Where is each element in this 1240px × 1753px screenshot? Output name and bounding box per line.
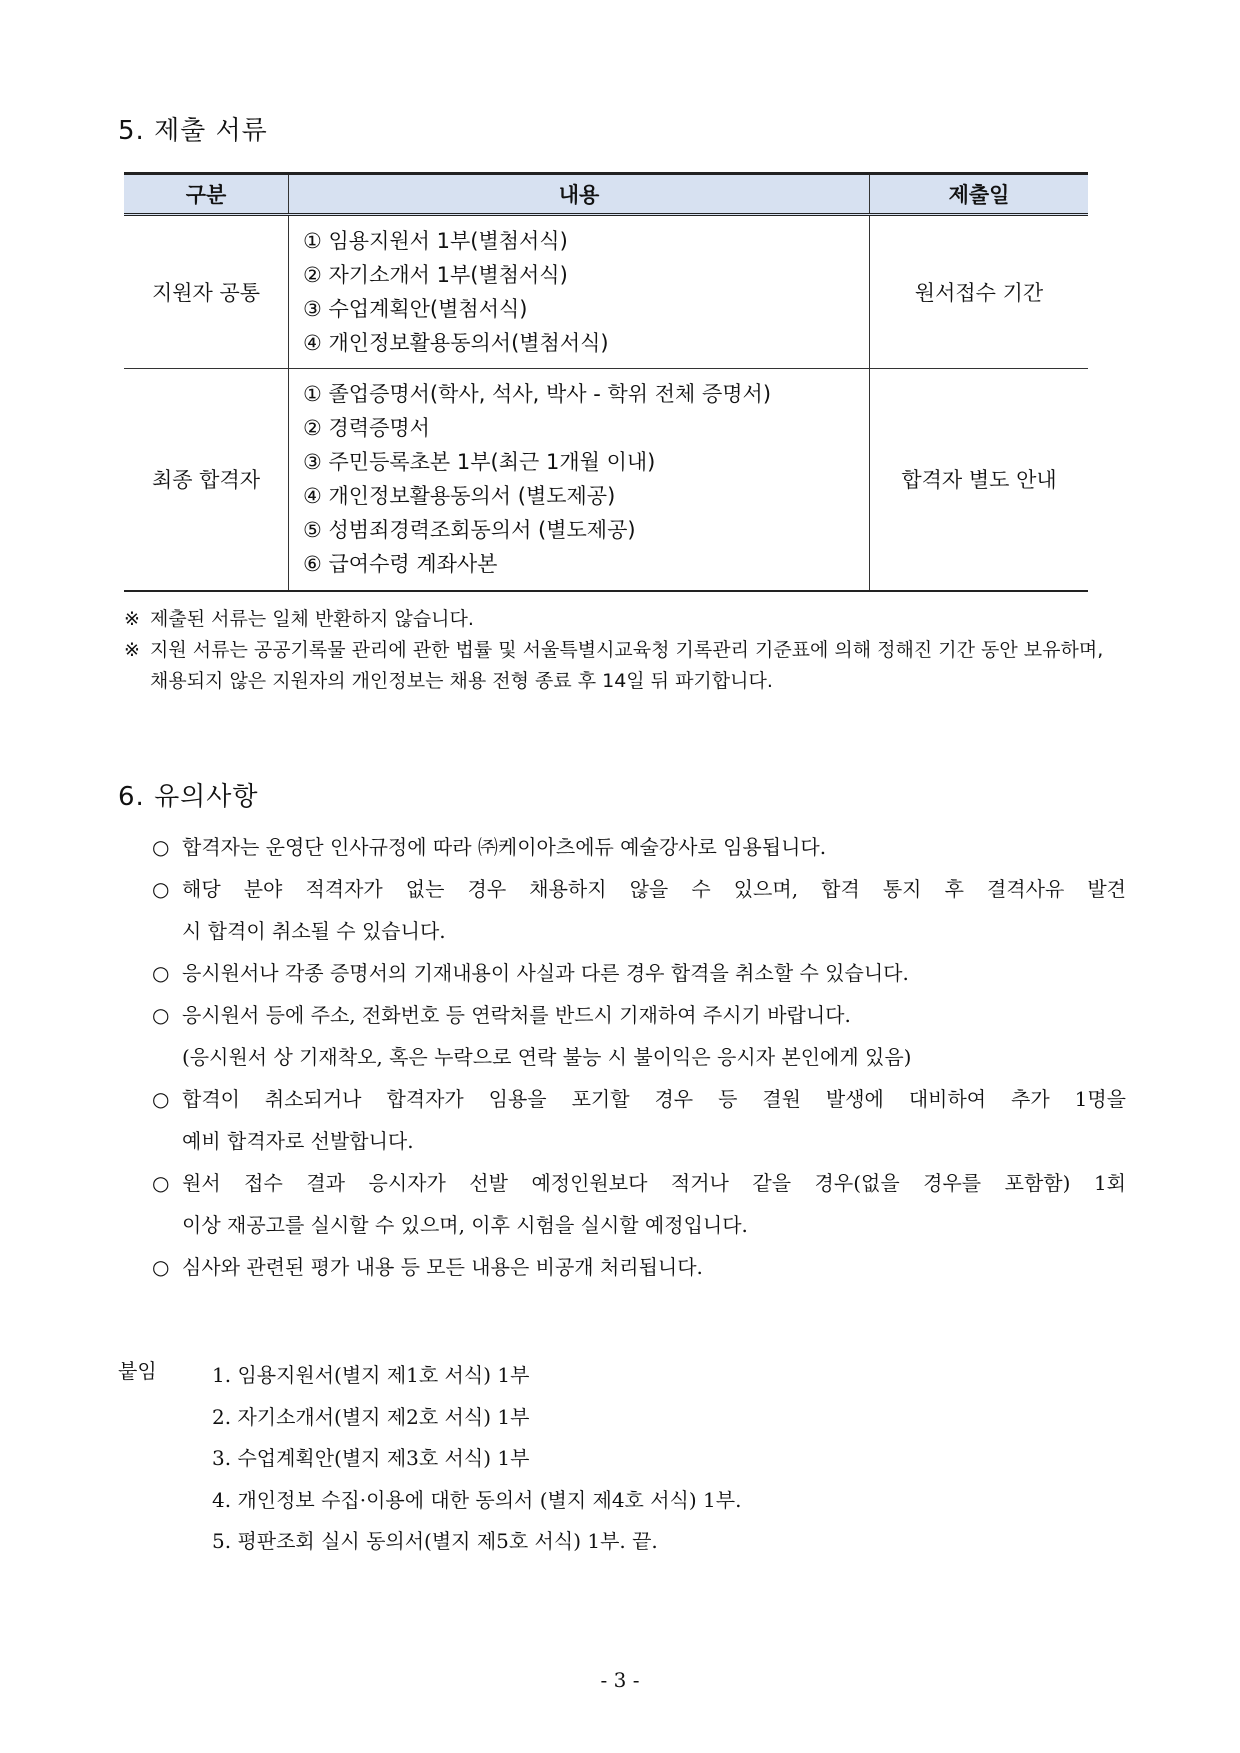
attachment-item: 4. 개인정보 수집·이용에 대한 동의서 (별지 제4호 서식) 1부. bbox=[212, 1487, 742, 1512]
row-category: 지원자 공통 bbox=[124, 215, 289, 369]
bullet-icon: ○ bbox=[152, 1087, 170, 1111]
list-item bbox=[152, 868, 1142, 952]
caution-line: 합격이 취소되거나 합격자가 임용을 포기할 경우 등 결원 발생에 대비하여 추가 1명을 bbox=[182, 1087, 1126, 1111]
submission-documents-table bbox=[124, 172, 1088, 592]
caution-line: 심사와 관련된 평가 내용 등 모든 내용은 비공개 처리됩니다. bbox=[182, 1255, 703, 1279]
bullet-icon: ○ bbox=[152, 835, 170, 859]
row-content bbox=[289, 215, 870, 369]
document-item: ③ 주민등록초본 1부(최근 1개월 이내) bbox=[303, 450, 656, 475]
caution-line: 응시원서나 각종 증명서의 기재내용이 사실과 다른 경우 합격을 취소할 수 있습니다. bbox=[182, 961, 909, 985]
document-item: ⑥ 급여수령 계좌사본 bbox=[303, 552, 498, 577]
attachment-item: 1. 임용지원서(별지 제1호 서식) 1부 bbox=[212, 1363, 530, 1387]
reference-mark-icon: ※ bbox=[124, 639, 140, 661]
note-item bbox=[124, 635, 1114, 697]
bullet-icon: ○ bbox=[152, 961, 170, 985]
page-number: - 3 - bbox=[600, 1668, 640, 1692]
document-item: ② 자기소개서 1부(별첨서식) bbox=[303, 263, 568, 287]
row-due-date: 합격자 별도 안내 bbox=[870, 369, 1089, 591]
document-item: ③ 수업계획안(별첨서식) bbox=[303, 297, 528, 321]
document-item: ① 졸업증명서(학사, 석사, 박사 - 학위 전체 증명서) bbox=[303, 382, 772, 407]
caution-line: 이상 재공고를 실시할 수 있으며, 이후 시험을 실시할 예정입니다. bbox=[182, 1213, 748, 1237]
note-item bbox=[124, 604, 1114, 635]
caution-line: 응시원서 등에 주소, 전화번호 등 연락처를 반드시 기재하여 주시기 바랍니다. bbox=[182, 1003, 851, 1027]
row-category: 최종 합격자 bbox=[124, 369, 289, 591]
table-row bbox=[124, 369, 1088, 591]
bullet-icon: ○ bbox=[152, 1171, 170, 1195]
attachment-item: 5. 평판조회 실시 동의서(별지 제5호 서식) 1부. 끝. bbox=[212, 1529, 658, 1553]
table-row bbox=[124, 215, 1088, 369]
list-item bbox=[152, 994, 1142, 1078]
header-content: 내용 bbox=[289, 174, 870, 215]
list-item bbox=[152, 1246, 1142, 1288]
table-header-row bbox=[124, 174, 1088, 215]
caution-line: (응시원서 상 기재착오, 혹은 누락으로 연락 불능 시 불이익은 응시자 본인에게 있음) bbox=[182, 1045, 912, 1069]
caution-list bbox=[152, 826, 1142, 1288]
document-item: ④ 개인정보활용동의서(별첨서식) bbox=[303, 331, 609, 355]
bullet-icon: ○ bbox=[152, 1003, 170, 1027]
bullet-icon: ○ bbox=[152, 877, 170, 901]
attachment-item: 2. 자기소개서(별지 제2호 서식) 1부 bbox=[212, 1404, 530, 1429]
list-item bbox=[152, 1078, 1142, 1162]
document-item: ④ 개인정보활용동의서 (별도제공) bbox=[303, 484, 616, 509]
reference-mark-icon: ※ bbox=[124, 608, 140, 630]
section-6-title: 6. 유의사항 bbox=[118, 782, 259, 812]
attachments-label: 붙임 bbox=[118, 1359, 157, 1383]
list-item bbox=[152, 1162, 1142, 1246]
caution-line: 원서 접수 결과 응시자가 선발 예정인원보다 적거나 같을 경우(없을 경우를 포함함) 1회 bbox=[182, 1171, 1126, 1195]
caution-line: 시 합격이 취소될 수 있습니다. bbox=[182, 919, 446, 943]
section-5-title: 5. 제출 서류 bbox=[118, 116, 268, 146]
header-due-date: 제출일 bbox=[870, 174, 1089, 215]
list-item bbox=[152, 952, 1142, 994]
submission-notes bbox=[124, 604, 1114, 697]
document-item: ① 임용지원서 1부(별첨서식) bbox=[303, 229, 568, 253]
attachment-item: 3. 수업계획안(별지 제3호 서식) 1부 bbox=[212, 1446, 530, 1470]
caution-line: 합격자는 운영단 인사규정에 따라 ㈜케이아츠에듀 예술강사로 임용됩니다. bbox=[182, 835, 827, 859]
list-item bbox=[152, 826, 1142, 868]
document-item: ⑤ 성범죄경력조회동의서 (별도제공) bbox=[303, 518, 636, 543]
header-category: 구분 bbox=[124, 174, 289, 215]
document-item: ② 경력증명서 bbox=[303, 416, 430, 441]
note-text: 지원 서류는 공공기록물 관리에 관한 법률 및 서울특별시교육청 기록관리 기준표에 의해 정해진 기간 동안 보유하며, 채용되지 않은 지원자의 개인정보는 채용 전형 종료 후 14일 뒤 파기합니다. bbox=[150, 639, 1104, 692]
note-text: 제출된 서류는 일체 반환하지 않습니다. bbox=[150, 608, 474, 630]
caution-line: 예비 합격자로 선발합니다. bbox=[182, 1129, 414, 1153]
caution-line: 해당 분야 적격자가 없는 경우 채용하지 않을 수 있으며, 합격 통지 후 결격사유 발견 bbox=[182, 877, 1126, 901]
row-due-date: 원서접수 기간 bbox=[870, 215, 1089, 369]
row-content bbox=[289, 369, 870, 591]
bullet-icon: ○ bbox=[152, 1255, 170, 1279]
attachments-list bbox=[212, 1355, 741, 1563]
